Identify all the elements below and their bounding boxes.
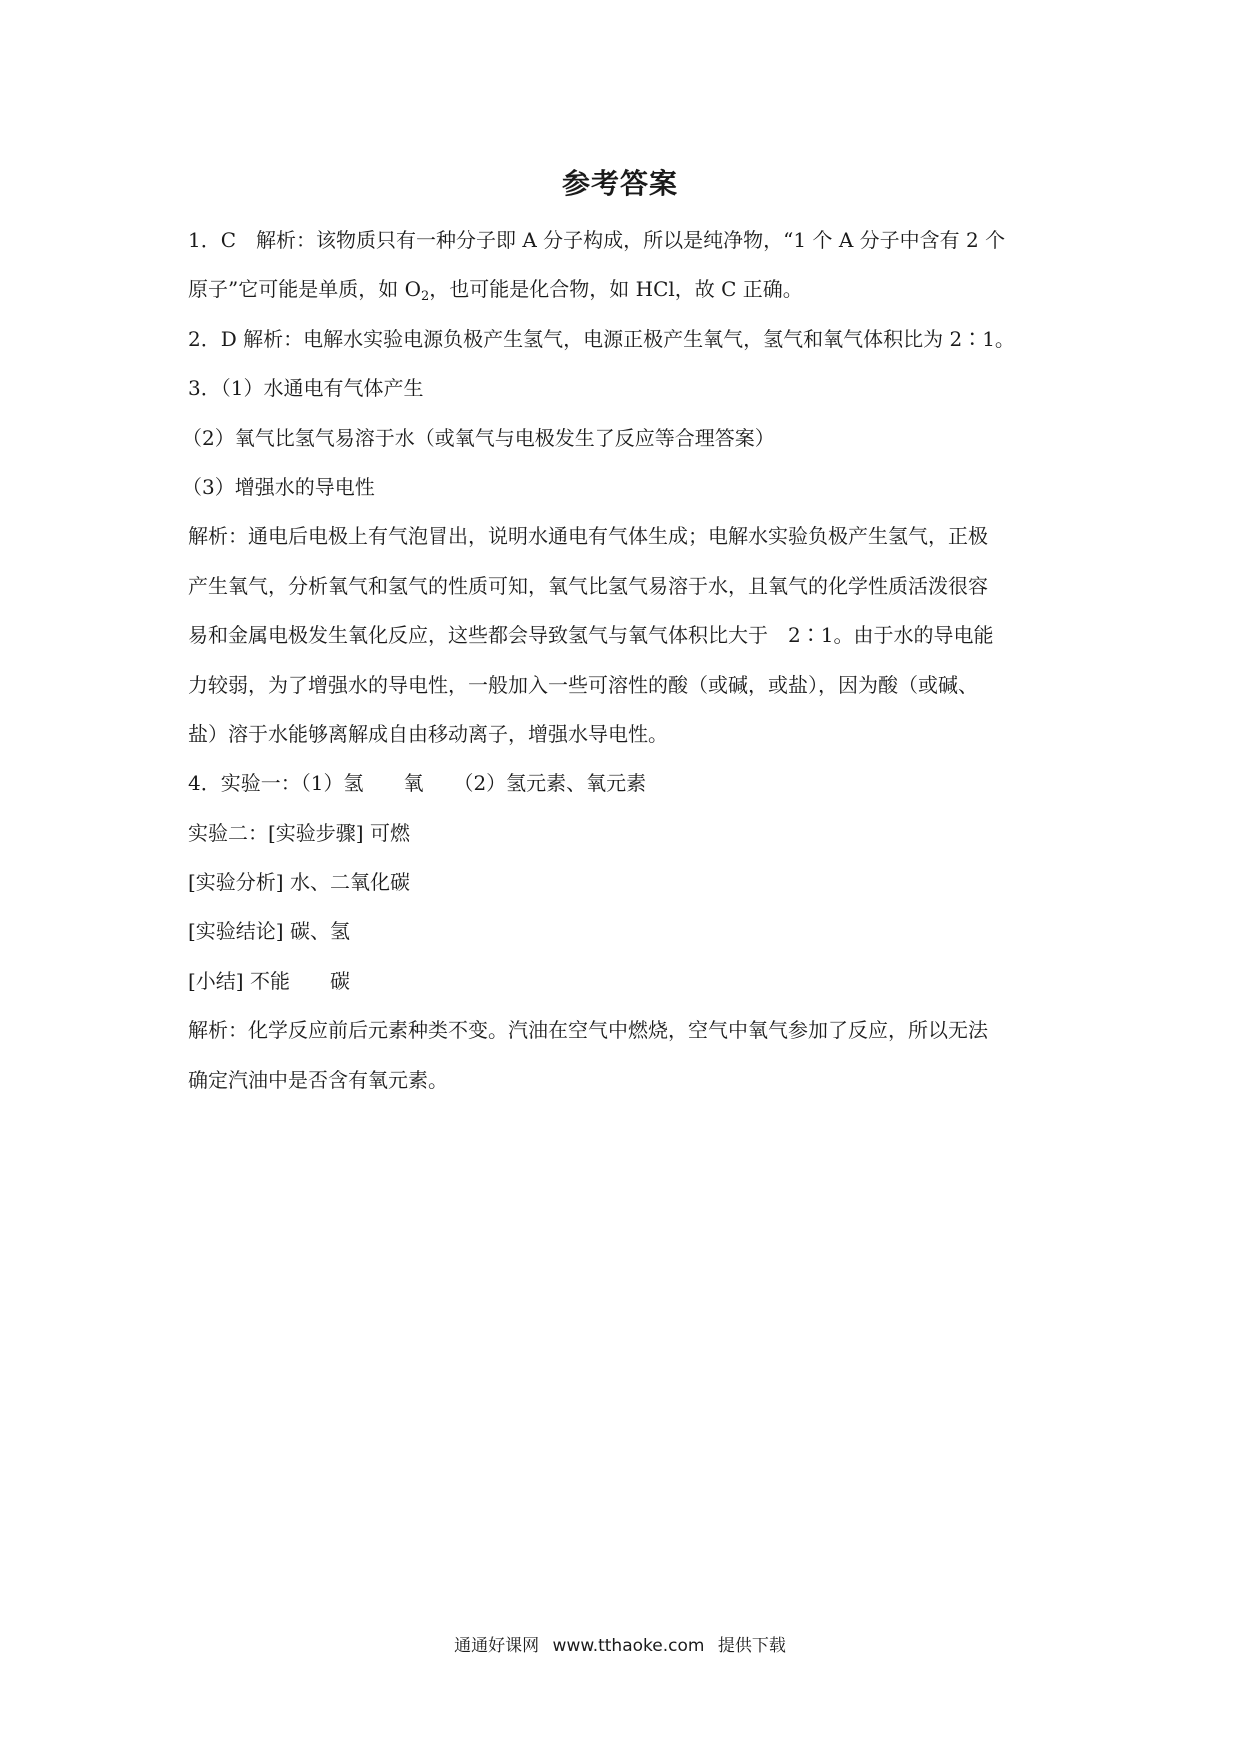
answer-1-line-1: 1．C 解析：该物质只有一种分子即 A 分子构成，所以是纯净物，“1 个 A 分子中含有 2 个: [188, 228, 1006, 252]
answer-3-part-2: （2）氧气比氢气易溶于水（或氧气与电极发生了反应等合理答案）: [182, 425, 775, 450]
answer-1-line-2-post: ，也可能是化合物，如 HCl，故 C 正确。: [429, 277, 803, 302]
oxygen-subscript: 2: [420, 289, 430, 305]
answer-1-line-2: [188, 271, 1058, 320]
answer-2-line-1: 2．D 解析：电解水实验电源负极产生氢气，电源正极产生氧气，氢气和氧气体积比为 2∶1。: [188, 326, 1015, 351]
answer-3-analysis-line-5: 盐）溶于水能够离解成自由移动离子，增强水导电性。: [188, 721, 668, 746]
page-footer: [0, 1634, 1240, 1658]
answer-3-part-1: 3．（1）水通电有气体产生: [188, 376, 424, 401]
answer-1-line-2-pre: 原子”它可能是单质，如 O: [188, 277, 421, 302]
answer-4-experiment-1: 4．实验一：（1）氢 氧 （2）氢元素、氧元素: [188, 771, 647, 796]
answer-4-experiment-analysis: [实验分析] 水、二氧化碳: [188, 870, 410, 895]
answer-3-analysis-line-4: 力较弱，为了增强水的导电性，一般加入一些可溶性的酸（或碱，或盐），因为酸（或碱、: [188, 672, 978, 697]
footer-url-link[interactable]: www.tthaoke.com: [552, 1636, 705, 1656]
answer-4-summary: [小结] 不能 碳: [188, 968, 350, 993]
answer-4-experiment-conclusion: [实验结论] 碳、氢: [188, 919, 350, 944]
footer-site-name: 通通好课网: [454, 1636, 540, 1656]
answer-4-experiment-2: 实验二：[实验步骤] 可燃: [188, 820, 410, 845]
answer-3-analysis-line-2: 产生氧气，分析氧气和氢气的性质可知，氧气比氢气易溶于水，且氧气的化学性质活泼很容: [188, 573, 988, 598]
answer-3-part-3: （3）增强水的导电性: [182, 474, 375, 499]
answer-3-analysis-line-3: 易和金属电极发生氧化反应，这些都会导致氢气与氧气体积比大于 2∶1。由于水的导电能: [188, 623, 994, 648]
footer-suffix: 提供下载: [717, 1636, 786, 1656]
answer-4-analysis-line-1: 解析：化学反应前后元素种类不变。汽油在空气中燃烧，空气中氧气参加了反应，所以无法: [188, 1018, 988, 1043]
answer-3-analysis-line-1: 解析：通电后电极上有气泡冒出，说明水通电有气体生成；电解水实验负极产生氢气，正极: [188, 524, 988, 549]
page-title: 参考答案: [561, 167, 678, 200]
answer-4-analysis-line-2: 确定汽油中是否含有氧元素。: [188, 1067, 448, 1092]
answer-content: [182, 222, 1058, 1111]
